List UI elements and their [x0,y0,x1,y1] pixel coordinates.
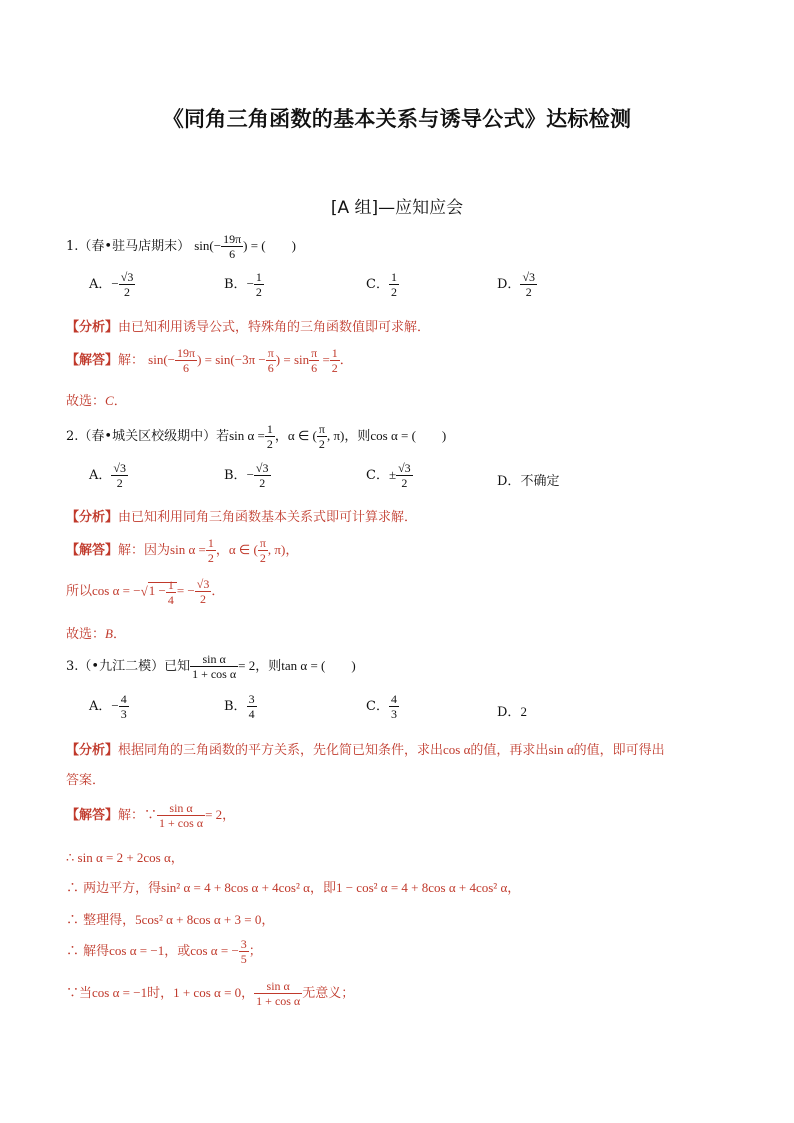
analysis-3: 【分析】根据同角的三角函数的平方关系，先化简已知条件，求出cos α的值，再求出sin α的值，即可得出 [66,742,665,758]
question-1-stem [66,232,296,261]
solution-3-line-6: ∵当cos α = −1时，1 + cos α = 0， $\frac{\text{sin α}}{\text{1 + cos α}}$ 无意义； [66,979,355,1008]
solution-3-line-3: ∴ 两边平方，得sin² α = 4 + 8cos α + 4cos² α，即1 − cos² α = 4 + 8cos α + 4cos² α， [66,880,521,896]
option-a: A． $\frac{√3}{2}$ [89,461,126,490]
question-number: 1. [66,239,79,254]
option-c: C． $\frac{1}{2}$ [366,270,397,299]
fraction: $\frac{19\pi}{6}$ [223,232,242,261]
analysis-2: 【分析】由已知利用同角三角函数基本关系式即可计算求解． [66,510,418,525]
question-2-stem: 2.（春•城关区校级期中）若sin α = $\frac{1}{2}$ ，α ∈ ( $\frac{\pi}{2}$ , π)，则cos α = ( ) [66,422,447,451]
option-d: D．不确定 [497,474,560,489]
solution-3: 【解答】解：∵ $\frac{\text{sin α}}{\text{1 + cos α}}$ = 2， [66,801,236,830]
analysis-3-line-2: 答案． [66,773,106,788]
choice-1: 故选：C． [66,393,127,409]
analysis-1: 【分析】由已知利用诱导公式，特殊角的三角函数值即可求解． [66,320,431,335]
solution-2-line-2: 所以cos α = −√1 − $\frac{1}{4}$ = − $\frac{√3}{2}$ ． [66,577,225,607]
option-b: B． $\frac{3}{4}$ [224,692,255,721]
page-title: 《同角三角函数的基本关系与诱导公式》达标检测 [162,107,632,131]
question-3-stem: 3.（•九江二模）已知 $\frac{\text{sin α}}{\text{1 + cos α}}$ = 2，则tan α = ( ) [66,652,356,681]
solution-3-line-5: ∴ 解得cos α = −1，或cos α = − $\frac{3}{5}$ ； [66,937,262,966]
option-a: A．− $\frac{√3}{2}$ [89,270,134,299]
solution-3-line-4: ∴ 整理得，5cos² α + 8cos α + 3 = 0， [66,912,275,928]
solution-3-line-2: ∴ sin α = 2 + 2cos α， [66,850,184,865]
option-c: C． $\frac{4}{3}$ [366,692,397,721]
section-heading: [A 组]—应知应会 [330,198,464,218]
solution-1: 【解答】解： sin(− $\frac{19\pi}{6}$ ) = sin(−3π − $\frac{\pi}{6}$ ) = sin $\frac{\pi}{6}$ = $\frac{1}{2}$ ． [66,346,353,375]
option-d: D． $\frac{√3}{2}$ [497,270,536,299]
choice-2: 故选：B． [66,626,126,642]
option-b: B．− $\frac{√3}{2}$ [224,461,269,490]
question-source: （春•驻马店期末） [78,239,191,254]
option-c: C．± $\frac{√3}{2}$ [366,461,411,490]
solution-2: 【解答】解：因为sin α = $\frac{1}{2}$ ，α ∈ ( $\frac{\pi}{2}$ , π)， [66,536,299,565]
math-expression: ) = ( ) [243,238,296,253]
option-d: D．2 [497,704,527,720]
option-a: A．− $\frac{4}{3}$ [89,692,127,721]
option-b: B．− $\frac{1}{2}$ [224,270,262,299]
math-expression: sin(− [194,238,222,253]
